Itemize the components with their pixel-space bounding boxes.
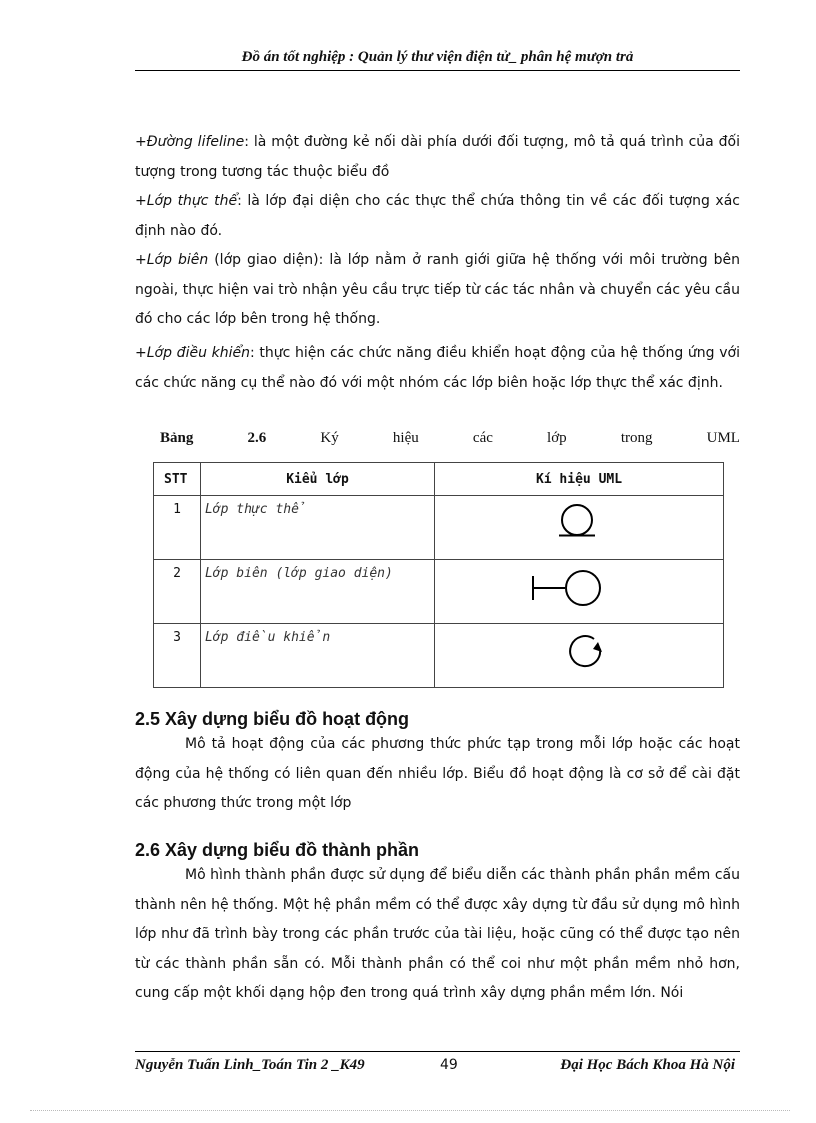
definition-entity <box>135 187 740 246</box>
control-symbol-icon <box>565 630 609 674</box>
footer-rule <box>135 1051 740 1052</box>
boundary-symbol-icon <box>531 568 607 608</box>
table-row <box>154 560 724 624</box>
definition-text: (lớp giao diện): là lớp nằm ở ranh giới giữa hệ thống với môi trường bên ngoài, thực hiện vai trò nhận yêu cầu trực tiếp từ các tác nhân và chuyển các yêu cầu đó cho các lớp bên trong hệ thống. <box>135 252 740 327</box>
definition-boundary <box>135 246 740 335</box>
caption-word: hiệu <box>392 430 419 446</box>
table-caption <box>160 430 740 447</box>
term: +Lớp thực thể <box>135 193 238 209</box>
row-number: 2 <box>154 560 201 624</box>
section-heading-activity-diagram: 2.5 Xây dựng biểu đồ hoạt động <box>135 709 410 729</box>
section-body-activity-diagram: Mô tả hoạt động của các phương thức phức tạp trong mỗi lớp hoặc các hoạt động của hệ thống có liên quan đến nhiều lớp. Biểu đồ hoạt động là cơ sở để cài đặt các phương thức trong một lớp <box>135 736 740 811</box>
term: +Lớp biên <box>135 252 209 268</box>
term: +Lớp điều khiển <box>135 345 250 361</box>
row-number: 1 <box>154 496 201 560</box>
row-symbol-cell <box>435 496 724 560</box>
row-class-kind: Lớp biên (lớp giao diện) <box>201 560 435 624</box>
caption-word: lớp <box>547 430 567 446</box>
header-rule <box>135 70 740 71</box>
section-heading-component-diagram: 2.6 Xây dựng biểu đồ thành phần <box>135 840 420 860</box>
section-body-component-diagram: Mô hình thành phần được sử dụng để biểu diễn các thành phần phần mềm cấu thành nên hệ thống. Một hệ phần mềm có thể được xây dựng từ đầu sử dụng mô hình lớp như đã trình bày trong các phần trước của tài liệu, hoặc cũng có thể được tạo nên từ các thành phần sẵn có. Mỗi thành phần có thể coi như một phần mềm nhỏ hơn, cung cấp một khối dạng hộp đen trong quá trình xây dựng phần mềm lớn. Nói <box>135 867 740 1001</box>
definition-control <box>135 339 740 398</box>
row-class-kind: Lớp điều khiển <box>201 624 435 688</box>
footer-author: Nguyễn Tuấn Linh_Toán Tin 2 _K49 <box>135 1057 365 1073</box>
page-number: 49 <box>440 1057 458 1073</box>
caption-word: Bảng <box>160 430 194 446</box>
row-symbol-cell <box>435 560 724 624</box>
definition-text: : là lớp đại diện cho các thực thể chứa thông tin về các đối tượng xác định nào đó. <box>135 193 740 239</box>
table-row <box>154 496 724 560</box>
page-footer <box>135 1057 740 1077</box>
row-class-kind: Lớp thực thể <box>201 496 435 560</box>
page-bottom-divider <box>30 1110 790 1111</box>
caption-word: trong <box>620 430 653 446</box>
caption-word: Ký <box>320 430 339 446</box>
page-header-title: Đồ án tốt nghiệp : Quản lý thư viện điện tử_ phân hệ mượn trả <box>241 49 634 65</box>
footer-school: Đại Học Bách Khoa Hà Nội <box>560 1057 735 1073</box>
uml-class-table <box>153 462 724 688</box>
header-stt: STT <box>154 463 201 496</box>
definition-text: : là một đường kẻ nối dài phía dưới đối tượng, mô tả quá trình của đối tượng trong tương tác thuộc biểu đồ <box>135 134 740 180</box>
entity-symbol-icon <box>555 504 599 538</box>
header-class-kind: Kiểu lớp <box>201 463 435 496</box>
caption-word: UML <box>706 430 740 446</box>
definition-text: : thực hiện các chức năng điều khiển hoạt động của hệ thống ứng với các chức năng cụ thể nào đó với một nhóm các lớp biên hoặc lớp thực thể xác định. <box>135 345 740 391</box>
row-number: 3 <box>154 624 201 688</box>
row-symbol-cell <box>435 624 724 688</box>
term: +Đường lifeline <box>135 134 245 150</box>
caption-word: 2.6 <box>247 430 267 446</box>
header-uml-symbol: Kí hiệu UML <box>435 463 724 496</box>
definition-lifeline <box>135 128 740 187</box>
table-header-row <box>154 463 724 496</box>
caption-word: các <box>472 430 493 446</box>
table-row <box>154 624 724 688</box>
